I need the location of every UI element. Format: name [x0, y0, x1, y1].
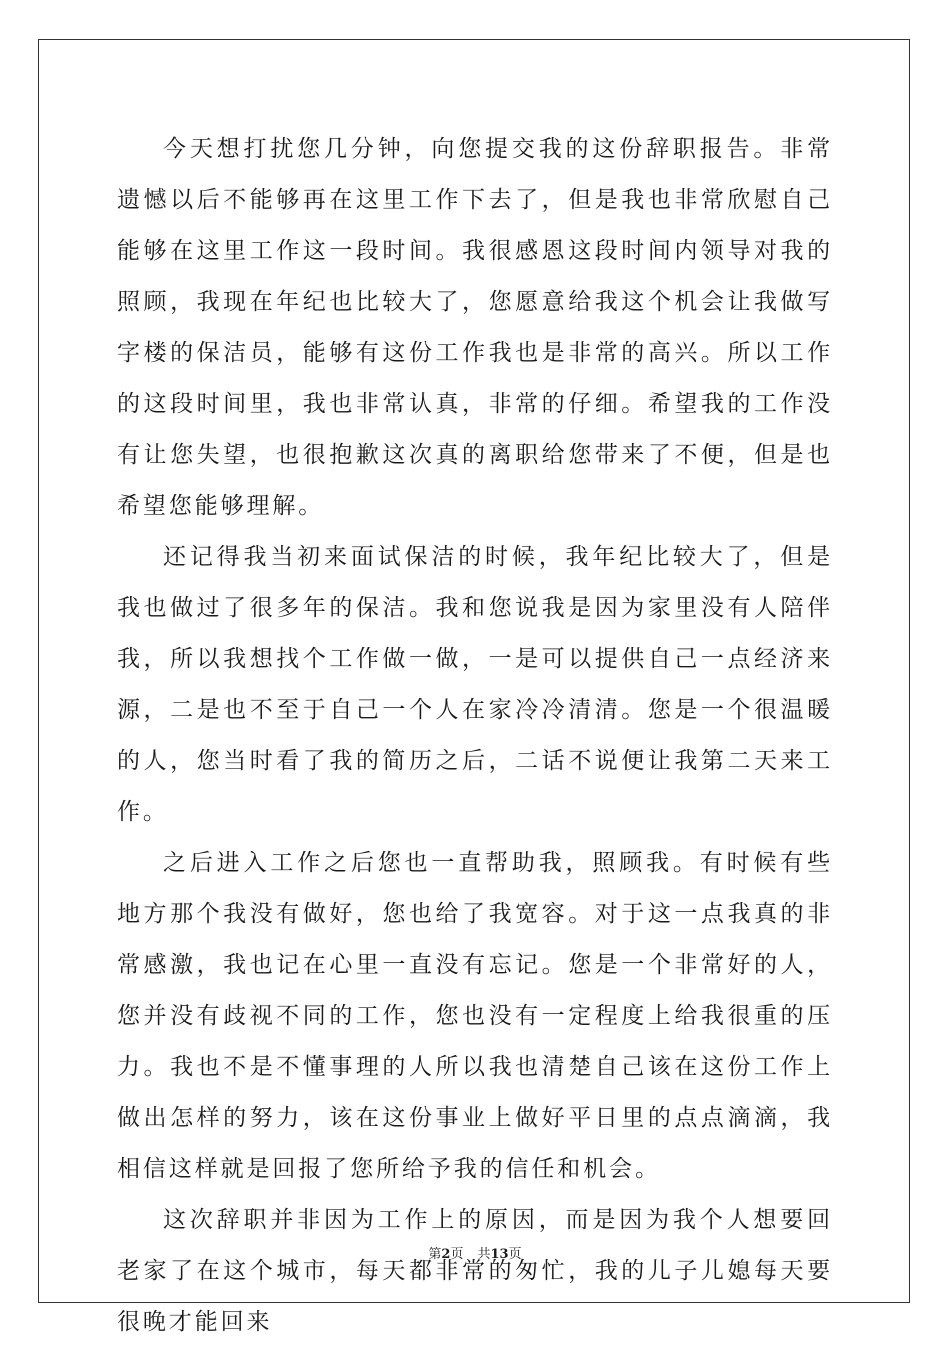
page-footer [0, 1246, 950, 1264]
page-suffix: 页 [450, 1247, 464, 1262]
total-pages: 13 [490, 1247, 509, 1262]
paragraph-3: 之后进入工作之后您也一直帮助我，照顾我。有时候有些地方那个我没有做好，您也给了我宽容。对于这一点我真的非常感激，我也记在心里一直没有忘记。您是一个非常好的人，您并没有歧视不同的工作，您也没有一定程度上给我很重的压力。我也不是不懂事理的人所以我也清楚自己该在这份工作上做出怎样的努力，该在这份事业上做好平日里的点点滴滴，我相信这样就是回报了您所给予我的信任和机会。 [117, 850, 833, 1182]
paragraph-2: 还记得我当初来面试保洁的时候，我年纪比较大了，但是我也做过了很多年的保洁。我和您说我是因为家里没有人陪伴我，所以我想找个工作做一做，一是可以提供自己一点经济来源，二是也不至于自己一个人在家冷冷清清。您是一个很温暖的人，您当时看了我的简历之后，二话不说便让我第二天来工作。 [117, 544, 833, 825]
paragraph-4: 这次辞职并非因为工作上的原因，而是因为我个人想要回老家了在这个城市，每天都非常的匆忙，我的儿子儿媳每天要很晚才能回来 [117, 1207, 833, 1335]
total-suffix: 页 [508, 1247, 522, 1262]
paragraph-1: 今天想打扰您几分钟，向您提交我的这份辞职报告。非常遗憾以后不能够再在这里工作下去了，但是我也非常欣慰自己能够在这里工作这一段时间。我很感恩这段时间内领导对我的照顾，我现在年纪也比较大了，您愿意给我这个机会让我做写字楼的保洁员，能够有这份工作我也是非常的高兴。所以工作的这段时间里，我也非常认真，非常的仔细。希望我的工作没有让您失望，也很抱歉这次真的离职给您带来了不便，但是也希望您能够理解。 [117, 136, 833, 519]
total-prefix: 共 [477, 1247, 491, 1262]
document-body [117, 124, 833, 1348]
page-number: 2 [441, 1247, 451, 1262]
page-prefix: 第 [428, 1247, 442, 1262]
